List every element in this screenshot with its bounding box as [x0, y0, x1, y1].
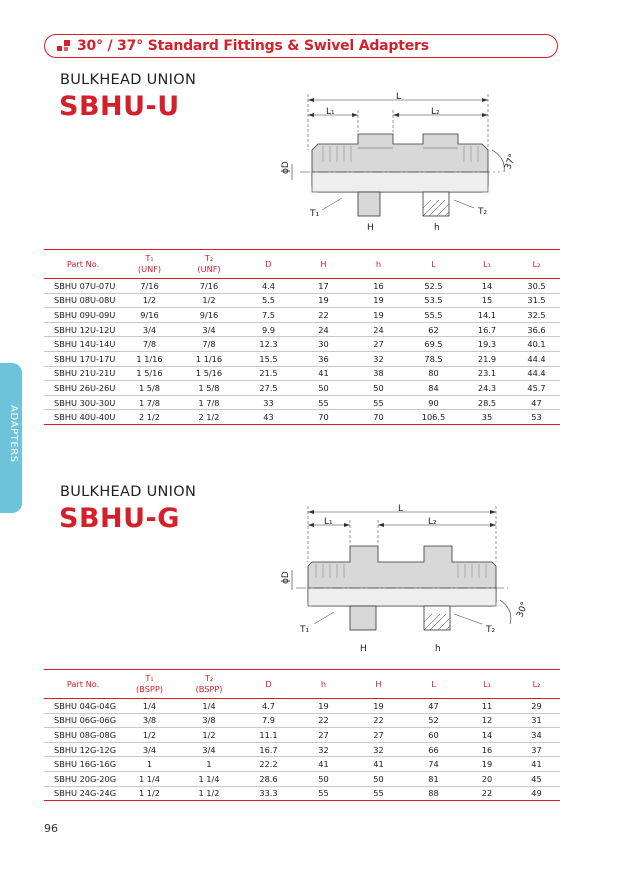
column-header-label: h — [320, 678, 327, 689]
part-number-cell: SBHU 09U-09U — [44, 308, 122, 323]
table-cell: 49 — [513, 786, 560, 801]
table-cell: 55 — [351, 786, 406, 801]
label-T2: T₂ — [478, 207, 488, 217]
column-header — [513, 670, 560, 699]
header-banner — [44, 34, 558, 58]
side-tab-label: ADAPTERS — [8, 405, 19, 463]
table-cell: 35 — [461, 410, 513, 425]
column-header — [241, 670, 296, 699]
table-cell: 70 — [351, 410, 406, 425]
table-row — [44, 366, 560, 381]
column-header-unit: (UNF) — [137, 264, 162, 274]
angle-label: 30° — [515, 600, 531, 620]
table-cell: 81 — [406, 771, 461, 786]
table-cell: 19 — [461, 757, 513, 772]
table-cell: 50 — [296, 771, 351, 786]
dim-label-D: ϕD — [281, 161, 291, 174]
table-row — [44, 279, 560, 294]
column-header-label: T₂ — [204, 253, 214, 263]
table-cell: 1 1/16 — [177, 351, 241, 366]
table-cell: 52.5 — [406, 279, 461, 294]
table-cell: 41 — [351, 757, 406, 772]
table-cell: 1 1/4 — [122, 771, 177, 786]
table-cell: 29 — [513, 699, 560, 714]
table-row — [44, 293, 560, 308]
table-row — [44, 786, 560, 801]
table-row — [44, 351, 560, 366]
table-row — [44, 757, 560, 772]
table-cell: 55.5 — [406, 308, 461, 323]
table-cell: 14 — [461, 728, 513, 743]
table-cell: 53.5 — [406, 293, 461, 308]
column-header — [406, 670, 461, 699]
table-cell: 55 — [296, 395, 351, 410]
column-header-label: L — [431, 678, 436, 689]
table-cell: 1 1/16 — [122, 351, 177, 366]
table-cell: 43 — [241, 410, 296, 425]
table-cell: 7/16 — [177, 279, 241, 294]
part-number-cell: SBHU 14U-14U — [44, 337, 122, 352]
column-header-label: D — [265, 258, 272, 269]
part-number-cell: SBHU 12U-12U — [44, 322, 122, 337]
column-header — [44, 670, 122, 699]
column-header — [296, 250, 351, 279]
column-header-label: L₁ — [483, 678, 491, 689]
part-number-cell: SBHU 07U-07U — [44, 279, 122, 294]
table-cell: 16 — [351, 279, 406, 294]
column-header-label: Part No. — [66, 258, 100, 269]
column-header-label: T₁ — [145, 253, 154, 263]
part-number-cell: SBHU 30U-30U — [44, 395, 122, 410]
table-cell: 1/4 — [122, 699, 177, 714]
part-number-cell: SBHU 04G-04G — [44, 699, 122, 714]
label-h: h — [435, 644, 441, 654]
table-cell: 44.4 — [513, 366, 560, 381]
column-header-label: H — [320, 258, 327, 269]
table-cell: 1/4 — [177, 699, 241, 714]
table-cell: 15.5 — [241, 351, 296, 366]
table-cell: 1 1/2 — [177, 786, 241, 801]
table-cell: 55 — [351, 395, 406, 410]
part-number-cell: SBHU 24G-24G — [44, 786, 122, 801]
part-number-cell: SBHU 20G-20G — [44, 771, 122, 786]
table-cell: 27.5 — [241, 381, 296, 396]
dim-label-L: L — [398, 504, 404, 514]
table-cell: 3/8 — [122, 713, 177, 728]
section-label: BULKHEAD UNION — [60, 72, 197, 88]
table-cell: 41 — [513, 757, 560, 772]
table-cell: 30 — [296, 337, 351, 352]
label-T1: T₁ — [310, 209, 320, 219]
part-number-cell: SBHU 26U-26U — [44, 381, 122, 396]
table-cell: 31 — [513, 713, 560, 728]
model-title: SBHU-G — [59, 503, 180, 534]
table-row — [44, 410, 560, 425]
table-cell: 28.5 — [461, 395, 513, 410]
part-number-cell: SBHU 40U-40U — [44, 410, 122, 425]
table-cell: 15 — [461, 293, 513, 308]
column-header-label: H — [375, 678, 382, 689]
table-cell: 24 — [351, 322, 406, 337]
table-cell: 32 — [351, 351, 406, 366]
table-cell: 24 — [296, 322, 351, 337]
column-header-label: L₂ — [532, 678, 541, 689]
table-row — [44, 381, 560, 396]
table-cell: 32 — [351, 742, 406, 757]
table-cell: 3/4 — [122, 322, 177, 337]
table-cell: 41 — [296, 366, 351, 381]
table-cell: 11.1 — [241, 728, 296, 743]
table-cell: 33 — [241, 395, 296, 410]
table-cell: 14 — [461, 279, 513, 294]
table-cell: 36.6 — [513, 322, 560, 337]
column-header — [461, 250, 513, 279]
column-header-label: T₁ — [145, 673, 154, 683]
table-cell: 74 — [406, 757, 461, 772]
column-header — [122, 250, 177, 279]
part-number-cell: SBHU 08U-08U — [44, 293, 122, 308]
table-cell: 21.5 — [241, 366, 296, 381]
table-cell: 32 — [296, 742, 351, 757]
table-cell: 1 7/8 — [177, 395, 241, 410]
label-h: h — [434, 223, 440, 233]
table-cell: 1 7/8 — [122, 395, 177, 410]
table-cell: 1 1/2 — [122, 786, 177, 801]
table-cell: 40.1 — [513, 337, 560, 352]
table-cell: 2 1/2 — [122, 410, 177, 425]
table-cell: 19 — [351, 308, 406, 323]
column-header-unit: (BSPP) — [136, 684, 163, 694]
table-cell: 45.7 — [513, 381, 560, 396]
column-header-label: L₁ — [483, 258, 491, 269]
table-cell: 7/16 — [122, 279, 177, 294]
table-cell: 22 — [296, 713, 351, 728]
table-cell: 23.1 — [461, 366, 513, 381]
table-cell: 4.7 — [241, 699, 296, 714]
table-cell: 3/8 — [177, 713, 241, 728]
column-header-label: L₂ — [532, 258, 541, 269]
table-cell: 3/4 — [122, 742, 177, 757]
column-header — [351, 670, 406, 699]
table-cell: 50 — [351, 771, 406, 786]
column-header-unit: (BSPP) — [195, 684, 223, 694]
table-header-row — [44, 670, 560, 699]
table-cell: 20 — [461, 771, 513, 786]
table-cell: 47 — [406, 699, 461, 714]
table-cell: 19 — [296, 699, 351, 714]
label-T2: T₂ — [486, 625, 496, 635]
table-cell: 1/2 — [177, 293, 241, 308]
table-cell: 88 — [406, 786, 461, 801]
angle-label: 37° — [503, 152, 519, 172]
side-tab[interactable] — [0, 363, 22, 513]
table-cell: 34 — [513, 728, 560, 743]
table-cell: 1/2 — [122, 728, 177, 743]
table-cell: 41 — [296, 757, 351, 772]
table-row — [44, 337, 560, 352]
table-header-row — [44, 250, 560, 279]
table-row — [44, 395, 560, 410]
table-cell: 45 — [513, 771, 560, 786]
section-label: BULKHEAD UNION — [60, 484, 197, 500]
table-cell: 1 — [122, 757, 177, 772]
column-header — [122, 670, 177, 699]
column-header — [406, 250, 461, 279]
table-cell: 9/16 — [122, 308, 177, 323]
label-H: H — [360, 644, 367, 654]
table-cell: 55 — [296, 786, 351, 801]
table-cell: 19 — [351, 699, 406, 714]
table-cell: 27 — [296, 728, 351, 743]
table-cell: 1 5/8 — [177, 381, 241, 396]
column-header — [177, 670, 241, 699]
table-cell: 5.5 — [241, 293, 296, 308]
table-cell: 16.7 — [241, 742, 296, 757]
table-cell: 1 5/8 — [122, 381, 177, 396]
table-cell: 1 1/4 — [177, 771, 241, 786]
column-header-label: L — [431, 258, 436, 269]
table-cell: 16.7 — [461, 322, 513, 337]
table-cell: 28.6 — [241, 771, 296, 786]
column-header — [351, 250, 406, 279]
dim-label-D: ϕD — [281, 571, 291, 584]
column-header-label: h — [375, 258, 382, 269]
technical-drawing — [278, 88, 540, 238]
column-header-label: Part No. — [66, 678, 100, 689]
column-header — [513, 250, 560, 279]
spec-table-sbhu-g — [44, 669, 560, 801]
table-cell: 53 — [513, 410, 560, 425]
table-cell: 27 — [351, 337, 406, 352]
table-cell: 38 — [351, 366, 406, 381]
table-cell: 27 — [351, 728, 406, 743]
table-cell: 52 — [406, 713, 461, 728]
dim-label-L1: L₁ — [326, 107, 335, 117]
table-cell: 90 — [406, 395, 461, 410]
table-cell: 50 — [351, 381, 406, 396]
table-cell: 70 — [296, 410, 351, 425]
table-cell: 24.3 — [461, 381, 513, 396]
table-cell: 1 5/16 — [177, 366, 241, 381]
header-title: 30° / 37° Standard Fittings & Swivel Adapters — [77, 38, 429, 54]
table-cell: 60 — [406, 728, 461, 743]
table-cell: 37 — [513, 742, 560, 757]
table-cell: 16 — [461, 742, 513, 757]
column-header-label: T₂ — [204, 673, 214, 683]
table-cell: 22.2 — [241, 757, 296, 772]
table-cell: 106.5 — [406, 410, 461, 425]
table-cell: 30.5 — [513, 279, 560, 294]
table-cell: 21.9 — [461, 351, 513, 366]
table-cell: 32.5 — [513, 308, 560, 323]
label-H: H — [367, 223, 374, 233]
column-header-label: D — [265, 678, 272, 689]
column-header — [241, 250, 296, 279]
table-cell: 31.5 — [513, 293, 560, 308]
dim-label-L: L — [396, 92, 402, 102]
table-cell: 1 5/16 — [122, 366, 177, 381]
part-number-cell: SBHU 17U-17U — [44, 351, 122, 366]
table-cell: 19.3 — [461, 337, 513, 352]
part-number-cell: SBHU 16G-16G — [44, 757, 122, 772]
page-number: 96 — [44, 822, 58, 835]
table-cell: 36 — [296, 351, 351, 366]
dim-label-L2: L₂ — [428, 517, 437, 527]
table-cell: 7/8 — [177, 337, 241, 352]
table-cell: 9.9 — [241, 322, 296, 337]
table-cell: 17 — [296, 279, 351, 294]
part-number-cell: SBHU 12G-12G — [44, 742, 122, 757]
table-cell: 66 — [406, 742, 461, 757]
table-row — [44, 771, 560, 786]
table-cell: 22 — [296, 308, 351, 323]
table-cell: 69.5 — [406, 337, 461, 352]
table-cell: 50 — [296, 381, 351, 396]
part-number-cell: SBHU 08G-08G — [44, 728, 122, 743]
table-row — [44, 322, 560, 337]
column-header — [177, 250, 241, 279]
table-cell: 3/4 — [177, 742, 241, 757]
column-header — [296, 670, 351, 699]
dim-label-L1: L₁ — [324, 517, 333, 527]
table-cell: 1 — [177, 757, 241, 772]
table-cell: 19 — [296, 293, 351, 308]
table-cell: 12 — [461, 713, 513, 728]
table-cell: 33.3 — [241, 786, 296, 801]
squares-icon — [57, 40, 71, 52]
table-row — [44, 713, 560, 728]
table-row — [44, 742, 560, 757]
table-cell: 84 — [406, 381, 461, 396]
table-cell: 80 — [406, 366, 461, 381]
table-cell: 3/4 — [177, 322, 241, 337]
table-cell: 7.9 — [241, 713, 296, 728]
table-row — [44, 728, 560, 743]
table-cell: 14.1 — [461, 308, 513, 323]
table-cell: 7/8 — [122, 337, 177, 352]
table-cell: 1/2 — [177, 728, 241, 743]
table-cell: 11 — [461, 699, 513, 714]
table-row — [44, 699, 560, 714]
table-cell: 2 1/2 — [177, 410, 241, 425]
table-cell: 44.4 — [513, 351, 560, 366]
table-cell: 22 — [461, 786, 513, 801]
technical-drawing — [278, 500, 540, 660]
table-cell: 1/2 — [122, 293, 177, 308]
table-cell: 62 — [406, 322, 461, 337]
column-header — [461, 670, 513, 699]
table-cell: 78.5 — [406, 351, 461, 366]
table-cell: 19 — [351, 293, 406, 308]
table-cell: 7.5 — [241, 308, 296, 323]
part-number-cell: SBHU 21U-21U — [44, 366, 122, 381]
table-cell: 22 — [351, 713, 406, 728]
column-header — [44, 250, 122, 279]
table-cell: 4.4 — [241, 279, 296, 294]
label-T1: T₁ — [300, 625, 310, 635]
table-row — [44, 308, 560, 323]
column-header-unit: (UNF) — [197, 264, 221, 274]
part-number-cell: SBHU 06G-06G — [44, 713, 122, 728]
table-cell: 12.3 — [241, 337, 296, 352]
table-cell: 9/16 — [177, 308, 241, 323]
model-title: SBHU-U — [59, 91, 180, 122]
dim-label-L2: L₂ — [431, 107, 440, 117]
table-cell: 47 — [513, 395, 560, 410]
spec-table-sbhu-u — [44, 249, 560, 425]
